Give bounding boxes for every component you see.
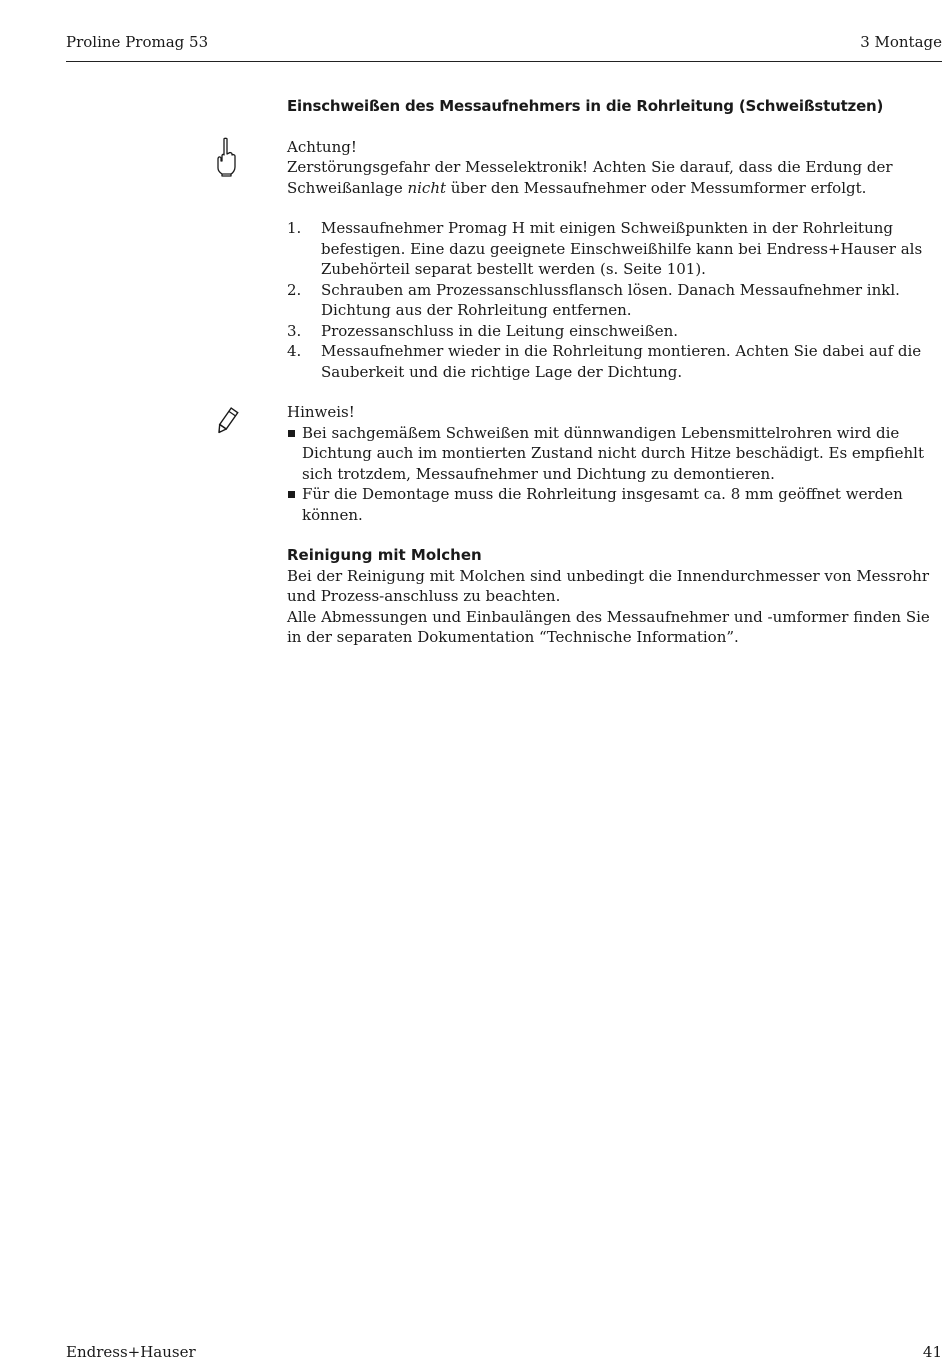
warning-text [287, 157, 942, 198]
step-text: Schrauben am Prozessanschlussflansch lösen. Danach Messaufnehmer inkl. Dichtung aus der Rohrleitung entfernen. [321, 280, 900, 319]
cleaning-paragraph-2: Alle Abmessungen und Einbaulängen des Messaufnehmer und -umformer finden Sie in der separaten Dokumentation “Technische Information”. [287, 607, 930, 646]
step-number: 1. [287, 219, 302, 237]
step-number: 2. [287, 280, 302, 299]
step-text: Messaufnehmer Promag H mit einigen Schweißpunkten in der Rohrleitung befestigen. Eine dazu geeignete Einschweißhilfe kann bei Endress+Hauser als Zubehörteil separat bestellt werden (s. Seite 101). [321, 219, 923, 278]
step-number: 4. [287, 342, 302, 360]
page-footer [66, 1342, 942, 1364]
warning-label: Achtung! [287, 137, 357, 156]
list-item [287, 484, 942, 525]
bullet-square-icon [288, 491, 295, 498]
bullet-square-icon [288, 430, 295, 437]
step-text: Prozessanschluss in die Leitung einschweißen. [321, 321, 679, 340]
page-number: 41 [922, 1343, 942, 1361]
warning-text-emphasis: nicht [407, 178, 447, 197]
list-item [287, 423, 942, 485]
header-product: Proline Promag 53 [66, 33, 209, 51]
page-content [287, 96, 942, 648]
warning-block [287, 137, 942, 199]
page-header [66, 31, 942, 62]
section-title: Einschweißen des Messaufnehmers in die Rohrleitung (Schweißstutzen) [287, 97, 884, 115]
warning-text-after: über den Messaufnehmer oder Messumformer erfolgt. [446, 178, 867, 197]
list-item [287, 280, 942, 321]
warning-text-before: Zerstörungsgefahr der Messelektronik! Achten Sie darauf, dass die Erdung der Schweißanlage [287, 158, 893, 197]
list-item [287, 321, 942, 342]
step-number: 3. [287, 321, 302, 340]
bullet-text: Bei sachgemäßem Schweißen mit dünnwandigen Lebensmittelrohren wird die Dichtung auch im montierten Zustand nicht durch Hitze beschädigt. Es empfiehlt sich trotzdem, Messaufnehmer und Dichtung zu demontieren. [302, 423, 924, 483]
assembly-steps [287, 218, 942, 382]
cleaning-title: Reinigung mit Molchen [287, 546, 482, 564]
note-bullets [287, 423, 942, 526]
footer-brand: Endress+Hauser [66, 1343, 196, 1361]
note-label: Hinweis! [287, 403, 355, 421]
pencil-icon [212, 406, 242, 436]
list-item [287, 341, 942, 382]
step-text: Messaufnehmer wieder in die Rohrleitung montieren. Achten Sie dabei auf die Sauberkeit und die richtige Lage der Dichtung. [321, 342, 922, 381]
list-item [287, 218, 942, 280]
bullet-text: Für die Demontage muss die Rohrleitung insgesamt ca. 8 mm geöffnet werden können. [302, 485, 903, 524]
header-chapter: 3 Montage [860, 33, 942, 51]
cleaning-paragraph-1: Bei der Reinigung mit Molchen sind unbedingt die Innendurchmesser von Messrohr und Prozess-anschluss zu beachten. [287, 566, 929, 605]
pointing-hand-icon [213, 137, 239, 177]
